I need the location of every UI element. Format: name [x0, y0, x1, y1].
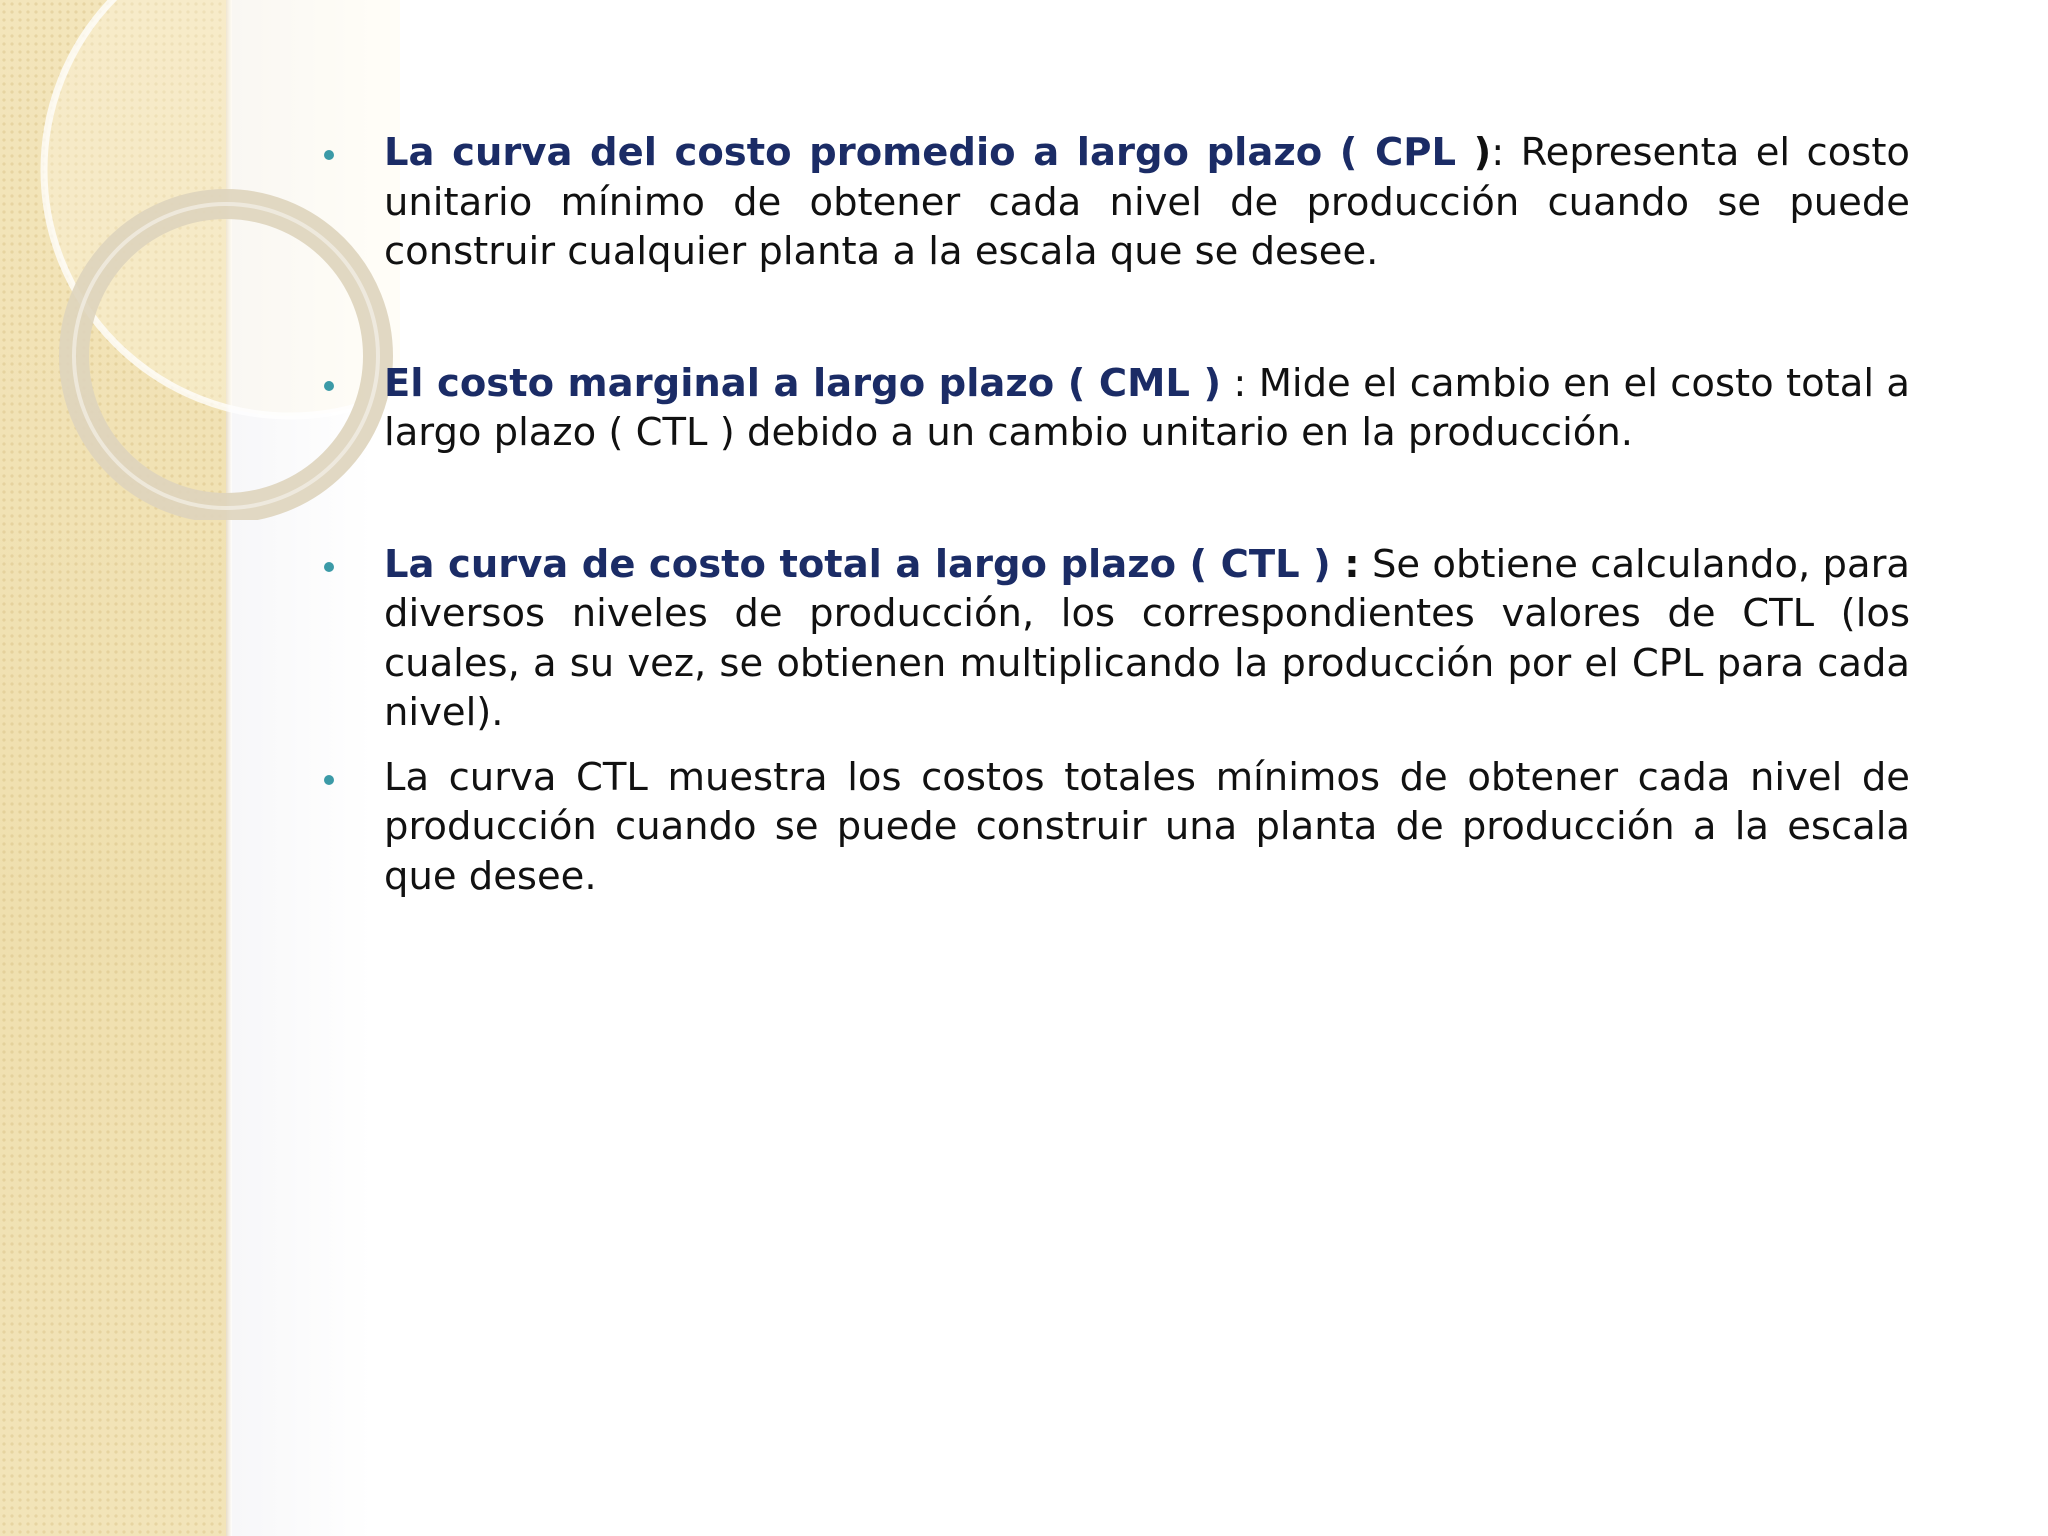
description-ctl-curve: La curva CTL muestra los costos totales mínimos de obtener cada nivel de producción cuando se puede construir una planta de producción a la escala que desee. — [384, 754, 1910, 899]
bullet-cml — [318, 359, 1910, 458]
description-ctl: Se obtiene calculando, para diversos niveles de producción, los correspondientes valores de CTL (los cuales, a su vez, se obtienen multiplicando la producción por el CPL para cada nivel). — [384, 541, 1910, 735]
term-cpl-close: ) — [1473, 130, 1492, 175]
term-ctl-close: : — [1344, 541, 1360, 587]
term-ctl: La curva de costo total a largo plazo ( CTL ) — [384, 541, 1345, 587]
bullet-cpl — [318, 128, 1910, 277]
description-cml: : Mide el cambio en el costo total a largo plazo ( CTL ) debido a un cambio unitario en la producción. — [384, 360, 1910, 455]
term-cpl: La curva del costo promedio a largo plazo ( CPL — [384, 130, 1474, 175]
description-cpl: : Representa el costo unitario mínimo de obtener cada nivel de producción cuando se puede construir cualquier planta a la escala que se desee. — [384, 130, 1910, 274]
bullet-ctl-curve — [318, 753, 1910, 902]
bullet-list — [318, 128, 1910, 901]
bullet-ctl — [318, 540, 1910, 738]
term-cml: El costo marginal a largo plazo ( CML ) — [384, 360, 1222, 406]
